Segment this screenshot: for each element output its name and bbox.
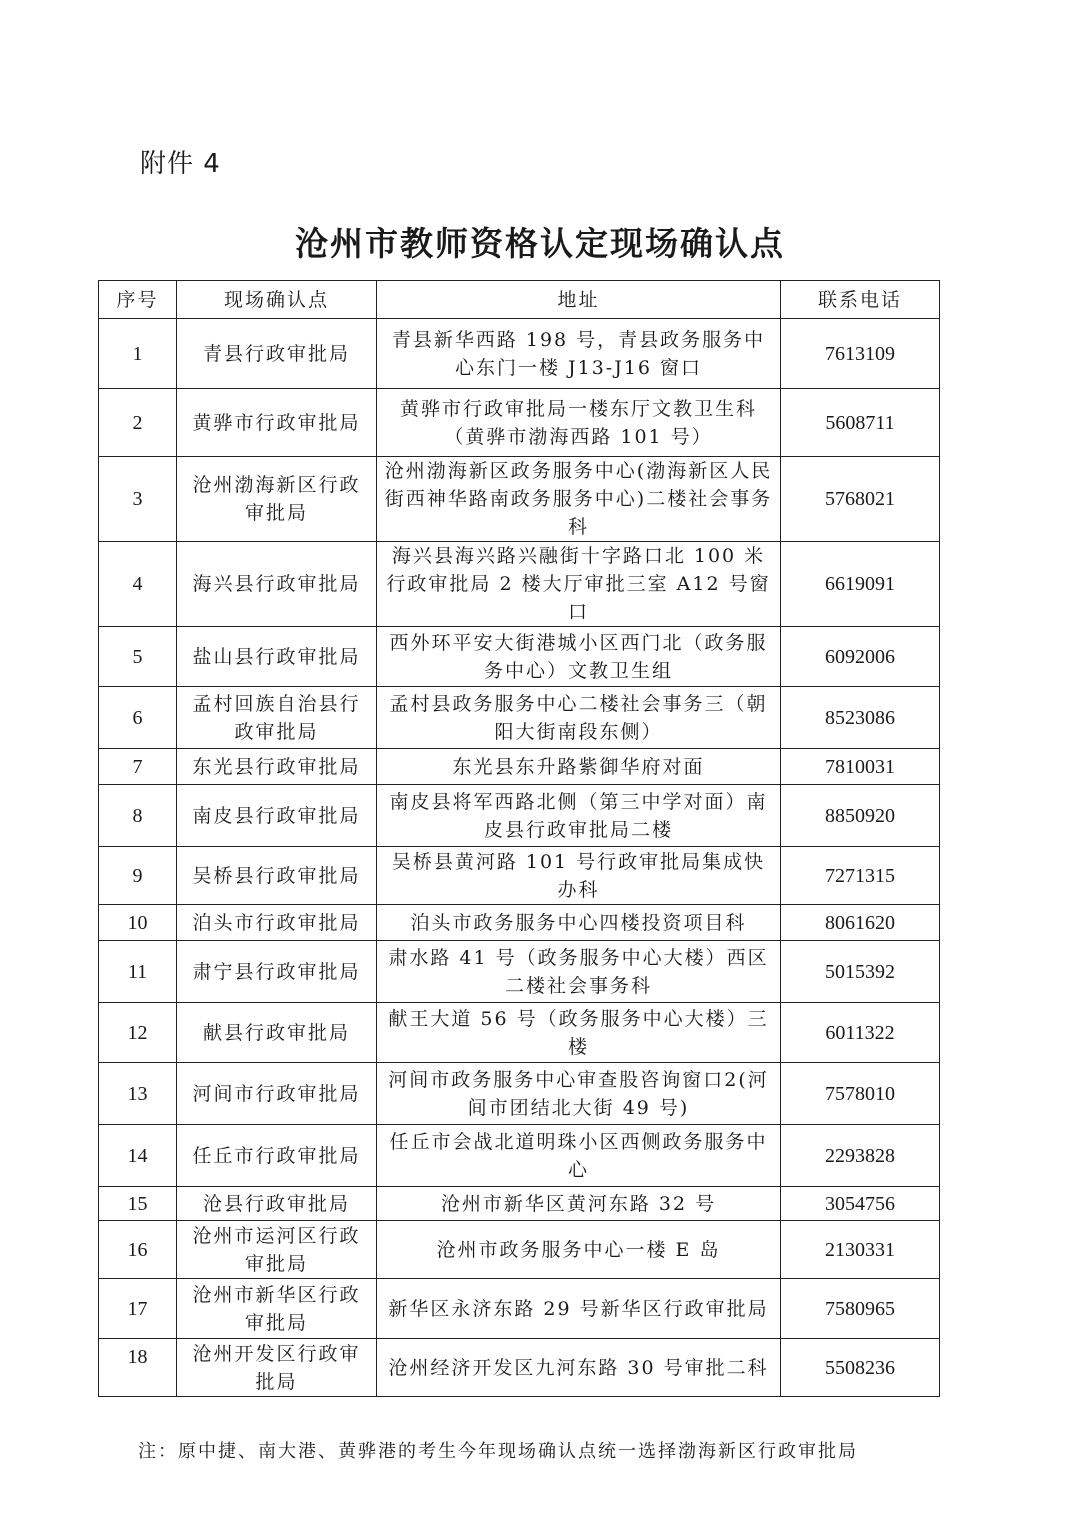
- row-phone: 7580965: [781, 1279, 940, 1339]
- table-row: [99, 1063, 940, 1125]
- row-phone: 5015392: [781, 941, 940, 1003]
- row-phone: 8061620: [781, 905, 940, 941]
- row-no: 4: [99, 542, 177, 627]
- row-site: 沧州渤海新区行政审批局: [177, 457, 377, 542]
- table-row: [99, 319, 940, 389]
- header-phone: 联系电话: [781, 281, 940, 319]
- table-row: [99, 1003, 940, 1063]
- row-phone: 5508236: [781, 1339, 940, 1397]
- table-row: [99, 1187, 940, 1221]
- row-no: 9: [99, 847, 177, 905]
- row-no: 16: [99, 1221, 177, 1279]
- table-row: [99, 1339, 940, 1397]
- row-phone: 7271315: [781, 847, 940, 905]
- row-site: 沧州开发区行政审批局: [177, 1339, 377, 1397]
- table-row: [99, 905, 940, 941]
- table-row: [99, 1125, 940, 1187]
- header-no: 序号: [99, 281, 177, 319]
- row-address: 青县新华西路 198 号，青县政务服务中心东门一楼 J13-J16 窗口: [377, 319, 781, 389]
- row-address: 孟村县政务服务中心二楼社会事务三（朝阳大街南段东侧）: [377, 687, 781, 749]
- row-phone: 2130331: [781, 1221, 940, 1279]
- row-no: 2: [99, 389, 177, 457]
- row-no: 6: [99, 687, 177, 749]
- attachment-label: 附件 4: [140, 149, 221, 179]
- row-phone: 7613109: [781, 319, 940, 389]
- row-phone: 5768021: [781, 457, 940, 542]
- row-address: 海兴县海兴路兴融街十字路口北 100 米行政审批局 2 楼大厅审批三室 A12 号窗口: [377, 542, 781, 627]
- row-no: 18: [99, 1339, 177, 1397]
- row-no: 13: [99, 1063, 177, 1125]
- row-address: 西外环平安大街港城小区西门北（政务服务中心）文教卫生组: [377, 627, 781, 687]
- row-site: 黄骅市行政审批局: [177, 389, 377, 457]
- row-site: 盐山县行政审批局: [177, 627, 377, 687]
- row-site: 沧州市新华区行政审批局: [177, 1279, 377, 1339]
- confirmation-sites-table: [98, 280, 940, 1397]
- row-phone: 8523086: [781, 687, 940, 749]
- row-site: 泊头市行政审批局: [177, 905, 377, 941]
- page-title: 沧州市教师资格认定现场确认点: [295, 224, 785, 263]
- table-row: [99, 542, 940, 627]
- row-address: 任丘市会战北道明珠小区西侧政务服务中心: [377, 1125, 781, 1187]
- row-address: 吴桥县黄河路 101 号行政审批局集成快办科: [377, 847, 781, 905]
- table-row: [99, 389, 940, 457]
- row-address: 沧州市政务服务中心一楼 E 岛: [377, 1221, 781, 1279]
- footnote: 注：原中捷、南大港、黄骅港的考生今年现场确认点统一选择渤海新区行政审批局: [138, 1441, 858, 1462]
- row-address: 南皮县将军西路北侧（第三中学对面）南皮县行政审批局二楼: [377, 785, 781, 847]
- row-no: 17: [99, 1279, 177, 1339]
- row-site: 沧州市运河区行政审批局: [177, 1221, 377, 1279]
- row-no: 8: [99, 785, 177, 847]
- row-site: 海兴县行政审批局: [177, 542, 377, 627]
- table-row: [99, 457, 940, 542]
- row-no: 1: [99, 319, 177, 389]
- row-phone: 7578010: [781, 1063, 940, 1125]
- row-site: 沧县行政审批局: [177, 1187, 377, 1221]
- row-address: 新华区永济东路 29 号新华区行政审批局: [377, 1279, 781, 1339]
- row-address: 沧州市新华区黄河东路 32 号: [377, 1187, 781, 1221]
- header-address: 地址: [377, 281, 781, 319]
- table-row: [99, 1279, 940, 1339]
- row-phone: 6619091: [781, 542, 940, 627]
- row-phone: 3054756: [781, 1187, 940, 1221]
- row-site: 孟村回族自治县行政审批局: [177, 687, 377, 749]
- row-phone: 5608711: [781, 389, 940, 457]
- row-site: 东光县行政审批局: [177, 749, 377, 785]
- row-site: 河间市行政审批局: [177, 1063, 377, 1125]
- row-phone: 7810031: [781, 749, 940, 785]
- row-phone: 6011322: [781, 1003, 940, 1063]
- table-row: [99, 941, 940, 1003]
- row-address: 泊头市政务服务中心四楼投资项目科: [377, 905, 781, 941]
- row-address: 东光县东升路紫御华府对面: [377, 749, 781, 785]
- table-header-row: [99, 281, 940, 319]
- row-address: 沧州经济开发区九河东路 30 号审批二科: [377, 1339, 781, 1397]
- row-no: 14: [99, 1125, 177, 1187]
- row-site: 任丘市行政审批局: [177, 1125, 377, 1187]
- row-address: 沧州渤海新区政务服务中心(渤海新区人民街西神华路南政务服务中心)二楼社会事务科: [377, 457, 781, 542]
- row-phone: 2293828: [781, 1125, 940, 1187]
- row-site: 青县行政审批局: [177, 319, 377, 389]
- row-no: 7: [99, 749, 177, 785]
- table-row: [99, 785, 940, 847]
- header-site: 现场确认点: [177, 281, 377, 319]
- table-row: [99, 1221, 940, 1279]
- row-site: 南皮县行政审批局: [177, 785, 377, 847]
- row-address: 河间市政务服务中心审查股咨询窗口2(河间市团结北大街 49 号): [377, 1063, 781, 1125]
- table-row: [99, 627, 940, 687]
- row-address: 献王大道 56 号（政务服务中心大楼）三楼: [377, 1003, 781, 1063]
- table-row: [99, 749, 940, 785]
- row-phone: 8850920: [781, 785, 940, 847]
- row-no: 12: [99, 1003, 177, 1063]
- row-no: 15: [99, 1187, 177, 1221]
- row-site: 献县行政审批局: [177, 1003, 377, 1063]
- row-address: 肃水路 41 号（政务服务中心大楼）西区二楼社会事务科: [377, 941, 781, 1003]
- row-no: 11: [99, 941, 177, 1003]
- row-site: 肃宁县行政审批局: [177, 941, 377, 1003]
- row-no: 10: [99, 905, 177, 941]
- table-row: [99, 687, 940, 749]
- row-site: 吴桥县行政审批局: [177, 847, 377, 905]
- table-row: [99, 847, 940, 905]
- row-phone: 6092006: [781, 627, 940, 687]
- row-address: 黄骅市行政审批局一楼东厅文教卫生科（黄骅市渤海西路 101 号）: [377, 389, 781, 457]
- row-no: 3: [99, 457, 177, 542]
- row-no: 5: [99, 627, 177, 687]
